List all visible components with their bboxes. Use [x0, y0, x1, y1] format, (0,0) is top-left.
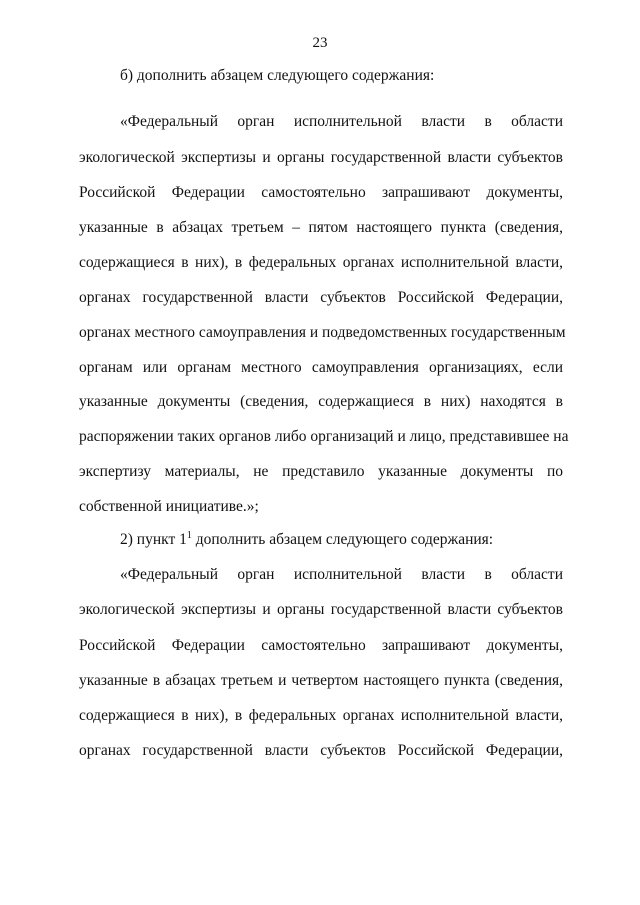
- paragraph-line: органах государственной власти субъектов Российской Федерации,: [79, 289, 563, 306]
- paragraph-line: содержащиеся в них), в федеральных органах исполнительной власти,: [79, 254, 563, 271]
- paragraph-line: Российской Федерации самостоятельно запрашивают документы,: [79, 637, 563, 654]
- item-rest-text: дополнить абзацем следующего содержания:: [191, 531, 494, 548]
- superscript-index: 1: [186, 530, 192, 541]
- paragraph-line: органам или органам местного самоуправления организациях, если: [79, 359, 563, 376]
- paragraph-line: органах местного самоуправления и подведомственных государственным: [79, 324, 566, 341]
- paragraph-line: экологической экспертизы и органы государственной власти субъектов: [79, 149, 563, 166]
- paragraph-line: указанные документы (сведения, содержащиеся в них) находятся в: [79, 393, 563, 410]
- paragraph-line: собственной инициативе.»;: [79, 498, 259, 515]
- paragraph-line: органах государственной власти субъектов Российской Федерации,: [79, 742, 563, 759]
- paragraph-line: экспертизу материалы, не представило указанные документы по: [79, 463, 563, 480]
- paragraph-line: распоряжении таких органов либо организаций и лицо, представившее на: [79, 428, 569, 445]
- paragraph-line: содержащиеся в них), в федеральных органах исполнительной власти,: [79, 707, 563, 724]
- paragraph-line: [120, 530, 563, 550]
- paragraph-line: Российской Федерации самостоятельно запрашивают документы,: [79, 184, 563, 201]
- item-number-text: 2) пункт 1: [120, 531, 187, 548]
- paragraph-line: экологической экспертизы и органы государственной власти субъектов: [79, 601, 563, 618]
- paragraph-line: указанные в абзацах третьем и четвертом настоящего пункта (сведения,: [79, 672, 563, 689]
- paragraph-line: указанные в абзацах третьем – пятом настоящего пункта (сведения,: [79, 219, 563, 236]
- paragraph-line: «Федеральный орган исполнительной власти в области: [120, 566, 563, 583]
- page-number: 23: [312, 35, 328, 51]
- paragraph-line: б) дополнить абзацем следующего содержания:: [120, 67, 435, 84]
- paragraph-line: «Федеральный орган исполнительной власти в области: [120, 113, 563, 130]
